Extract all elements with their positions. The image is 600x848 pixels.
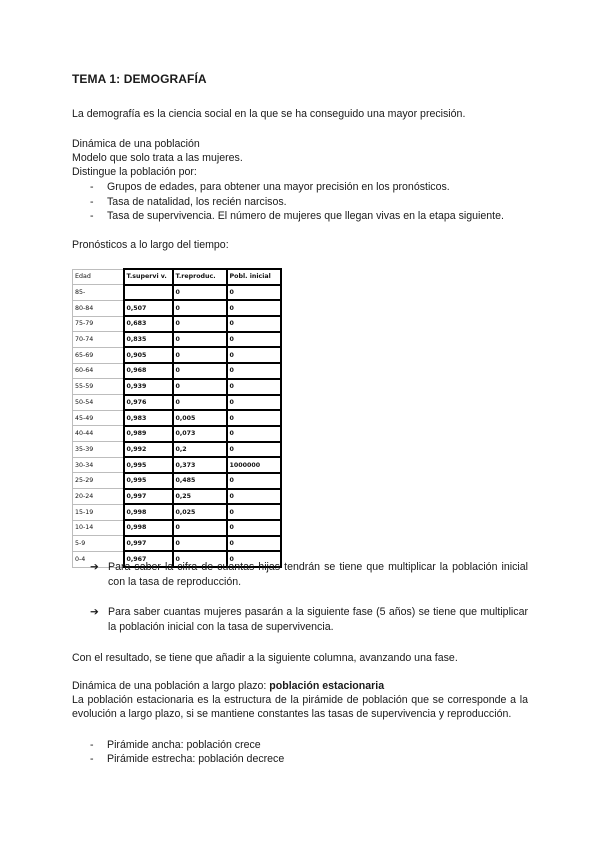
cell-edad: 10-14 [73,520,124,536]
table-row [73,410,281,426]
cell-poblacion-inicial: 0 [227,442,281,458]
dash-icon: - [90,753,94,765]
table-row [73,536,281,552]
dash-icon: - [90,196,94,208]
table-row [73,285,281,301]
table-row [73,379,281,395]
forecast-label: Pronósticos a lo largo del tiempo: [72,239,229,251]
bullet-item [90,209,504,223]
cell-edad: 35-39 [73,442,124,458]
page-title: TEMA 1: DEMOGRAFÍA [72,72,207,86]
cell-poblacion-inicial: 0 [227,410,281,426]
cell-edad: 45-49 [73,410,124,426]
cell-reproduccion: 0 [173,551,227,567]
cell-reproduccion: 0 [173,300,227,316]
arrow-right-icon: ➔ [90,606,99,618]
cell-reproduccion: 0 [173,347,227,363]
table-row [73,426,281,442]
arrow-item [90,605,528,635]
result-line: Con el resultado, se tiene que añadir a la siguiente columna, avanzando una fase. [72,652,458,664]
cell-poblacion-inicial: 0 [227,473,281,489]
cell-poblacion-inicial: 0 [227,551,281,567]
cell-poblacion-inicial: 0 [227,363,281,379]
cell-edad: 15-19 [73,504,124,520]
cell-reproduccion: 0 [173,379,227,395]
table-row [73,395,281,411]
cell-poblacion-inicial: 0 [227,347,281,363]
intro-text: La demografía es la ciencia social en la que se ha conseguido una mayor precisión. [72,108,466,120]
bullet-item [90,752,284,766]
arrow-right-icon: ➔ [90,561,99,573]
section1-line1: Modelo que solo trata a las mujeres. [72,152,243,164]
cell-edad: 75-79 [73,316,124,332]
table-row [73,473,281,489]
cell-reproduccion: 0 [173,363,227,379]
cell-reproduccion: 0 [173,536,227,552]
arrow-item-text: Para saber cuantas mujeres pasarán a la siguiente fase (5 años) se tiene que multiplicar la población inicial con la tasa de supervivencia. [108,606,528,633]
arrow-item [90,560,528,590]
cell-supervivencia: 0,968 [124,363,173,379]
cell-supervivencia: 0,989 [124,426,173,442]
cell-reproduccion: 0,073 [173,426,227,442]
cell-supervivencia: 0,507 [124,300,173,316]
bullet-item [90,738,261,752]
table-row [73,442,281,458]
forecast-table [72,268,282,568]
cell-reproduccion: 0,025 [173,504,227,520]
cell-poblacion-inicial: 1000000 [227,457,281,473]
header-poblacion-inicial: Pobl. inicial [227,269,281,285]
section1-line2: Distingue la población por: [72,166,197,178]
section1-heading: Dinámica de una población [72,138,200,150]
cell-edad: 5-9 [73,536,124,552]
cell-poblacion-inicial: 0 [227,504,281,520]
cell-reproduccion: 0,005 [173,410,227,426]
cell-edad: 30-34 [73,457,124,473]
table-body [73,285,281,567]
arrow-item-text: Para saber la cifra de cuantas hijas tendrán se tiene que multiplicar la población inicial con la tasa de reproducción. [108,561,528,588]
table-row [73,457,281,473]
bullet-item [90,180,450,194]
cell-edad: 40-44 [73,426,124,442]
cell-reproduccion: 0,25 [173,489,227,505]
cell-poblacion-inicial: 0 [227,316,281,332]
cell-reproduccion: 0 [173,285,227,301]
section2-heading-bold: población estacionaria [269,680,385,692]
cell-poblacion-inicial: 0 [227,395,281,411]
cell-edad: 25-29 [73,473,124,489]
bullet-text: Tasa de natalidad, los recién narcisos. [107,196,287,208]
cell-reproduccion: 0,485 [173,473,227,489]
cell-edad: 20-24 [73,489,124,505]
cell-supervivencia: 0,997 [124,536,173,552]
bullet-text: Pirámide ancha: población crece [107,739,261,751]
cell-edad: 65-69 [73,347,124,363]
table-row [73,316,281,332]
bullet-text: Grupos de edades, para obtener una mayor precisión en los pronósticos. [107,181,450,193]
cell-reproduccion: 0,2 [173,442,227,458]
cell-poblacion-inicial: 0 [227,489,281,505]
cell-edad: 50-54 [73,395,124,411]
cell-edad: 60-64 [73,363,124,379]
cell-reproduccion: 0 [173,316,227,332]
cell-supervivencia: 0,683 [124,316,173,332]
cell-supervivencia: 0,835 [124,332,173,348]
dash-icon: - [90,181,94,193]
bullet-item [90,195,287,209]
cell-supervivencia: 0,967 [124,551,173,567]
section2-heading-prefix: Dinámica de una población a largo plazo: [72,680,270,692]
cell-supervivencia: 0,992 [124,442,173,458]
cell-reproduccion: 0,373 [173,457,227,473]
bullet-text: Tasa de supervivencia. El número de mujeres que llegan vivas en la etapa siguiente. [107,210,504,222]
dash-icon: - [90,739,94,751]
cell-poblacion-inicial: 0 [227,426,281,442]
table-row [73,347,281,363]
cell-edad: 80-84 [73,300,124,316]
cell-poblacion-inicial: 0 [227,536,281,552]
section2-heading [72,679,384,693]
cell-reproduccion: 0 [173,395,227,411]
cell-edad: 0-4 [73,551,124,567]
bullet-text: Pirámide estrecha: población decrece [107,753,285,765]
table-row [73,489,281,505]
cell-poblacion-inicial: 0 [227,520,281,536]
cell-supervivencia: 0,939 [124,379,173,395]
table-row [73,504,281,520]
table-header-row [73,269,281,285]
table-row [73,300,281,316]
cell-edad: 55-59 [73,379,124,395]
header-supervivencia: T.supervi v. [124,269,173,285]
cell-poblacion-inicial: 0 [227,379,281,395]
table-row [73,363,281,379]
cell-edad: 70-74 [73,332,124,348]
table-row [73,520,281,536]
cell-supervivencia: 0,997 [124,489,173,505]
cell-poblacion-inicial: 0 [227,332,281,348]
cell-reproduccion: 0 [173,332,227,348]
cell-supervivencia: 0,976 [124,395,173,411]
cell-edad: 85- [73,285,124,301]
cell-supervivencia: 0,983 [124,410,173,426]
table-row [73,332,281,348]
section2-paragraph: La población estacionaria es la estructura de la pirámide de población que se corresponde a la evolución a largo plazo, si se mantiene constantes las tasas de supervivencia y reproducción. [72,694,528,720]
cell-supervivencia: 0,998 [124,504,173,520]
cell-supervivencia: 0,995 [124,457,173,473]
cell-poblacion-inicial: 0 [227,285,281,301]
dash-icon: - [90,210,94,222]
header-reproduccion: T.reproduc. [173,269,227,285]
header-edad: Edad [73,269,124,285]
cell-supervivencia: 0,995 [124,473,173,489]
cell-supervivencia: 0,998 [124,520,173,536]
cell-supervivencia: 0,905 [124,347,173,363]
cell-supervivencia [124,285,173,301]
cell-reproduccion: 0 [173,520,227,536]
cell-poblacion-inicial: 0 [227,300,281,316]
